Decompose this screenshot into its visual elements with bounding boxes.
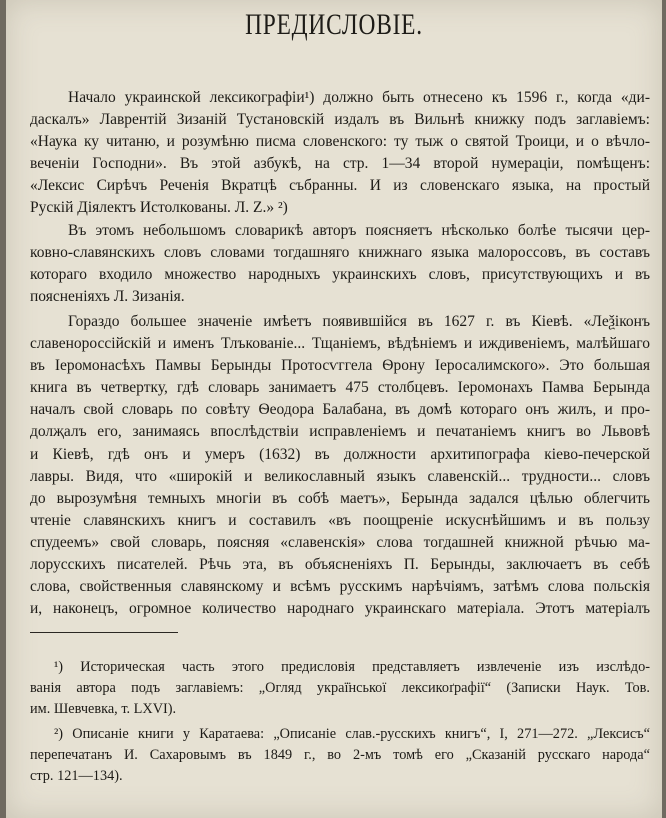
footnote-line: ²) Описаніе книги у Каратаева: „Описаніе слав.-русскихъ книгъ“, I, 271—272. „Лексисъ“ (54, 726, 650, 742)
footnotes (30, 657, 650, 787)
body-text-line: Въ этомъ небольшомъ словарикѣ авторъ поясняетъ нѣсколько болѣе тысячи цер- (68, 221, 650, 239)
body-text-line: лорусскихъ писателей. Рѣчь эта, въ объясненіяхъ П. Берынды, заключаетъ въ себѣ (30, 555, 650, 573)
body-text-line: долҗалъ его, занимаясь впослѣдствіи исправленіемъ и печатаніемъ книгъ во Львовѣ (30, 423, 650, 441)
body-text-line: котораго входило множество народныхъ украинскихъ словъ, присутствующихъ и въ (30, 265, 650, 283)
body-text-line: спудеемъ» свой словарь, поясняя «славенскія» слова тогдашней книжной рѣчью ма- (30, 533, 650, 551)
footnote-line: ¹) Историческая часть этого предисловія представляетъ извлеченіе изъ изслѣдо- (54, 659, 650, 675)
page-title: ПРЕДИСЛОВІЕ. (245, 8, 423, 41)
body-text-line: поясненіяхъ Л. Зизанія. (30, 287, 185, 305)
footnote-divider (30, 632, 178, 633)
body-text (30, 87, 650, 620)
footnote-line: ванія автора подъ заглавіемъ: „Огляд украї̈нської лексикоґрафії“ (Записки Наук. Тов. (30, 680, 650, 696)
body-text-line: въ Іеромонасѣхъ Памвы Берынды Протосѵггела Ѳрону Іеросалимского». Это большая (30, 357, 650, 375)
body-text-line: Начало украинской лексикографіи¹) должно быть отнесено къ 1596 г., когда «ди- (68, 89, 650, 106)
body-text-line: лавры. Видя, что «широкій и великославный языкъ славенскій... трудности... словъ (30, 467, 650, 485)
body-text-line: книга въ четвертку, гдѣ словарь занимаетъ 475 столбцевъ. Іеромонахъ Памва Берында (30, 379, 650, 397)
body-text-line: «Наука ку читаню, и розумѣню писма словенского: ту тыж о святой Троици, и о вѣчло- (30, 133, 650, 151)
body-text-line: даскалъ» Лаврентій Зизаній Тустановскій издалъ въ Вильнѣ книжку подъ заглавіемъ: (30, 111, 650, 129)
body-text-line: началъ свой словарь по совѣту Ѳеодора Балабана, въ домѣ котораго онъ жилъ, и про- (30, 401, 650, 419)
body-text-line: веченіи Господни». Въ этой азбукѣ, на стр. 1—34 второй нумераціи, помѣщенъ: (30, 155, 650, 173)
footnote-line: перепечатанъ И. Сахаровымъ въ 1849 г., во 2-мъ томѣ его „Сказаній русскаго народа“ (30, 747, 650, 763)
body-text-line: «Лексис Сирѣчъ Реченія Вкратцѣ събранны. И из словенскаго языка, на простый (30, 177, 650, 195)
body-text-line: слова, свойственныя славянскому и всѣмъ русскимъ нарѣчіямъ, затѣмъ слова польскія (30, 578, 650, 596)
body-text-line: Гораздо большее значеніе имѣетъ появившійся въ 1627 г. въ Кіевѣ. «Лeѯіконъ (68, 312, 650, 330)
body-text-line: и Кіевѣ, гдѣ онъ и умеръ (1632) въ должности архитипографа кіево-печерской (30, 445, 650, 463)
footnote-line: стр. 121—134). (30, 768, 123, 784)
body-text-line: чтеніе славянскихъ книгъ и составилъ «въ поощреніе искуснѣйшимъ и въ пользу (30, 511, 650, 529)
body-text-line: до вырозумѣня темныхъ многіи въ собѣ маетъ», Берында задался цѣлью облегчить (30, 489, 650, 507)
document-page (6, 0, 662, 818)
body-text-line: и, наконецъ, огромное количество народнаго украинскаго матеріала. Этотъ матеріалъ (30, 600, 650, 618)
footnote-line: им. Шевчевка, т. LXVI). (30, 701, 177, 717)
body-text-line: славенороссійскій и именъ Тлъкованіе... Тщаніемъ, вѣдѣніемъ и иждивеніемъ, малѣйшаго (30, 335, 650, 353)
body-text-line: Рускій Діялектъ Истолкованы. Л. Z.» ²) (30, 199, 288, 217)
body-text-line: ковно-славянскихъ словъ словами тогдашняго книжнаго языка малороссовъ, въ составъ (30, 243, 650, 261)
